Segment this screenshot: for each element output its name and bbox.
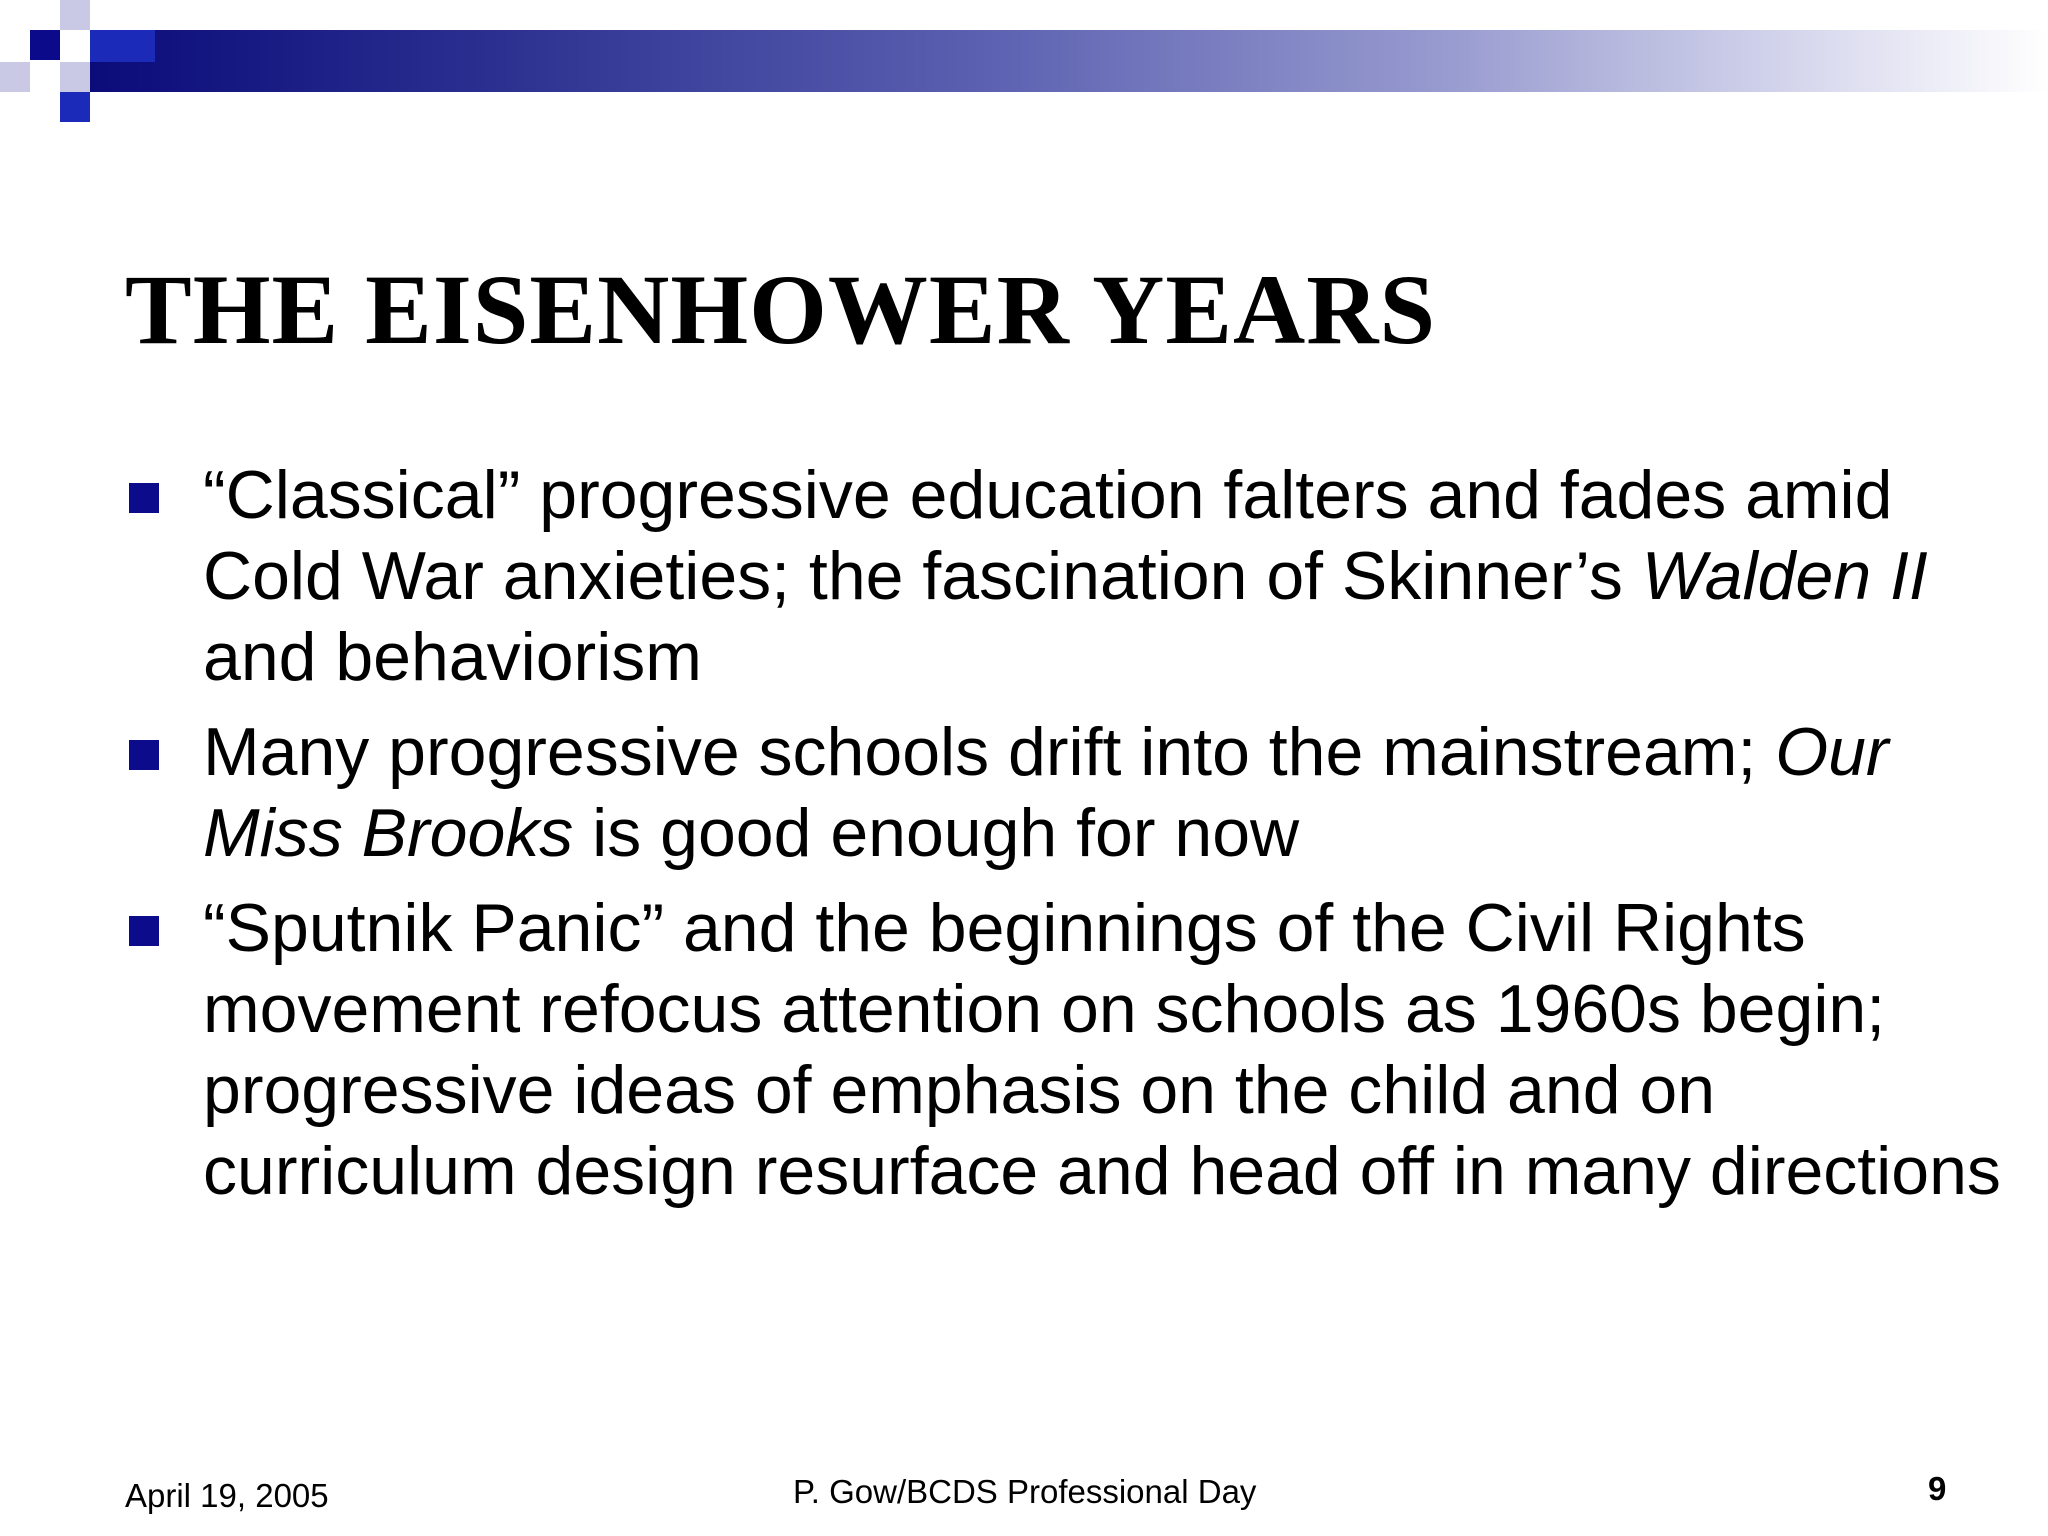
bullet-item bbox=[125, 888, 2005, 1212]
bullet-text-italic: Walden II bbox=[1641, 538, 1928, 614]
bullet-text-part: Many progressive schools drift into the mainstream; bbox=[203, 714, 1776, 790]
decor-square bbox=[90, 30, 155, 62]
bullet-text-part: “Sputnik Panic” and the beginnings of the Civil Rights movement refocus attention on schools as 1960s begin; progressive ideas of emphasis on the child and on curriculum design resurface and head off in many directions bbox=[203, 890, 2001, 1209]
bullet-text bbox=[203, 888, 2005, 1212]
footer-presenter: P. Gow/BCDS Professional Day bbox=[793, 1473, 1257, 1510]
decor-square bbox=[60, 92, 90, 122]
square-bullet-icon bbox=[129, 916, 159, 946]
bullet-text-part: and behaviorism bbox=[203, 619, 702, 695]
decor-square bbox=[30, 30, 60, 60]
bullet-text-part: “Classical” progressive education falters and fades amid Cold War anxieties; the fascination of Skinner’s bbox=[203, 457, 1893, 614]
header-banner bbox=[90, 30, 2048, 92]
decor-square bbox=[60, 62, 90, 92]
page-number: 9 bbox=[1928, 1470, 1947, 1507]
bullet-text-part: is good enough for now bbox=[573, 795, 1300, 871]
bullet-list bbox=[125, 455, 2005, 1226]
bullet-text-italic: Our Miss Brooks bbox=[203, 714, 1889, 871]
slide-title: THE EISENHOWER YEARS bbox=[125, 254, 1437, 365]
bullet-item bbox=[125, 712, 2005, 874]
decor-square bbox=[60, 0, 90, 30]
square-bullet-icon bbox=[129, 740, 159, 770]
decor-square bbox=[0, 62, 30, 92]
square-bullet-icon bbox=[129, 483, 159, 513]
bullet-item bbox=[125, 455, 2005, 698]
corner-squares-decoration bbox=[0, 0, 160, 130]
bullet-text bbox=[203, 712, 2005, 874]
footer-date: April 19, 2005 bbox=[125, 1477, 329, 1514]
bullet-text bbox=[203, 455, 2005, 698]
